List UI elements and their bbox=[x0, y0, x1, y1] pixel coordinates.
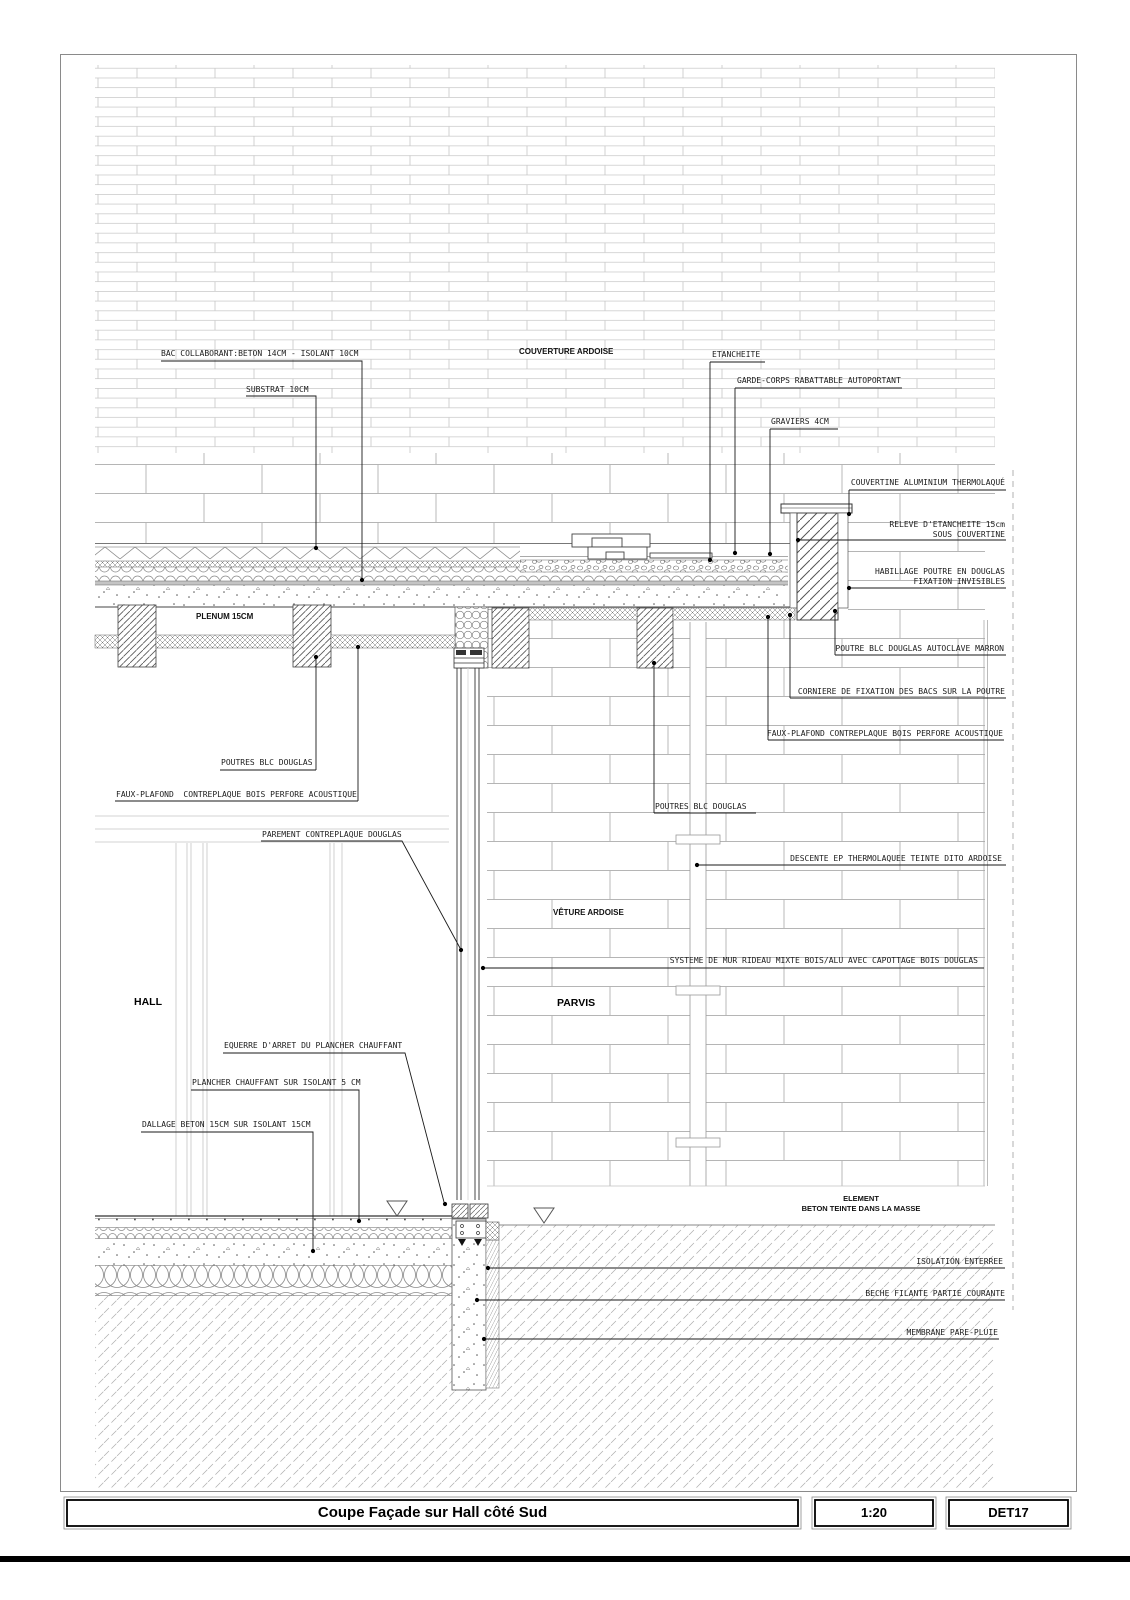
hall-interior-lines bbox=[95, 816, 449, 1216]
cladding-upper bbox=[95, 453, 995, 543]
label-poutres-right: POUTRES BLC DOUGLAS bbox=[655, 802, 747, 811]
level-marker bbox=[387, 1201, 407, 1216]
label-poutres-left: POUTRES BLC DOUGLAS bbox=[221, 758, 313, 767]
curtain-wall-mullion bbox=[454, 648, 484, 1200]
slate-roof-elevation bbox=[95, 65, 995, 453]
parapet-section bbox=[781, 504, 852, 620]
room-label-parvis: PARVIS bbox=[557, 997, 596, 1009]
label-graviers: GRAVIERS 4CM bbox=[771, 417, 829, 426]
label-couvertine: COUVERTINE ALUMINIUM THERMOLAQUÉ bbox=[850, 478, 1005, 487]
label-plancher: PLANCHER CHAUFFANT SUR ISOLANT 5 CM bbox=[192, 1078, 361, 1087]
label-membrane: MEMBRANE PARE-PLUIE bbox=[906, 1328, 998, 1337]
mullion-base bbox=[452, 1204, 499, 1246]
cladding-parvis-wall bbox=[487, 543, 985, 1186]
label-releve-1: RELEVE D'ETANCHEITE 15cm bbox=[889, 520, 1005, 529]
titleblock-code: DET17 bbox=[988, 1505, 1029, 1520]
label-element-1: ELEMENT bbox=[843, 1194, 879, 1203]
label-faux-plafond-left: FAUX-PLAFOND CONTREPLAQUE BOIS PERFORE ACOUSTIQUE bbox=[116, 790, 357, 799]
label-substrat: SUBSTRAT 10CM bbox=[246, 385, 309, 394]
label-releve-2: SOUS COUVERTINE bbox=[932, 529, 1005, 539]
label-veture: VÊTURE ARDOISE bbox=[553, 908, 624, 917]
room-label-hall: HALL bbox=[134, 996, 162, 1008]
label-couverture-ardoise: COUVERTURE ARDOISE bbox=[519, 347, 614, 356]
titleblock-scale: 1:20 bbox=[860, 1505, 888, 1520]
footer-bar bbox=[0, 1556, 1130, 1562]
titleblock-title: Coupe Façade sur Hall côté Sud bbox=[317, 1504, 548, 1521]
foundation-beche bbox=[452, 1219, 499, 1390]
level-marker bbox=[534, 1208, 554, 1223]
label-element-2: BETON TEINTE DANS LA MASSE bbox=[801, 1204, 921, 1213]
label-faux-plafond-right: FAUX-PLAFOND CONTREPLAQUE BOIS PERFORE ACOUSTIQUE bbox=[766, 729, 1003, 738]
label-descente: DESCENTE EP THERMOLAQUEE TEINTE DITO ARDOISE bbox=[790, 854, 1002, 863]
label-poutre-marron: POUTRE BLC DOUGLAS AUTOCLAVE MARRON bbox=[835, 644, 1004, 653]
label-corniere: CORNIERE DE FIXATION DES BACS SUR LA POUTRE bbox=[797, 687, 1005, 696]
label-isolation: ISOLATION ENTERREE bbox=[916, 1257, 1003, 1266]
label-plenum: PLENUM 15CM bbox=[196, 612, 254, 621]
label-beche: BECHE FILANTE PARTIE COURANTE bbox=[865, 1289, 1005, 1298]
label-habillage-2: FIXATION INVISIBLES bbox=[913, 576, 1005, 586]
floor-slab-section bbox=[95, 1216, 452, 1296]
label-habillage-1: HABILLAGE POUTRE EN DOUGLAS bbox=[874, 567, 1005, 576]
label-garde-corps: GARDE-CORPS RABATTABLE AUTOPORTANT bbox=[737, 376, 901, 385]
label-parement: PAREMENT CONTREPLAQUE DOUGLAS bbox=[262, 830, 402, 839]
label-bac-collaborant: BAC COLLABORANT:BETON 14CM - ISOLANT 10CM bbox=[161, 349, 359, 358]
label-dallage: DALLAGE BETON 15CM SUR ISOLANT 15CM bbox=[142, 1120, 311, 1129]
label-equerre: EQUERRE D'ARRET DU PLANCHER CHAUFFANT bbox=[224, 1041, 403, 1050]
label-etancheite: ETANCHEITE bbox=[712, 350, 761, 359]
label-systeme: SYSTEME DE MUR RIDEAU MIXTE BOIS/ALU AVEC CAPOTTAGE BOIS DOUGLAS bbox=[669, 956, 978, 965]
